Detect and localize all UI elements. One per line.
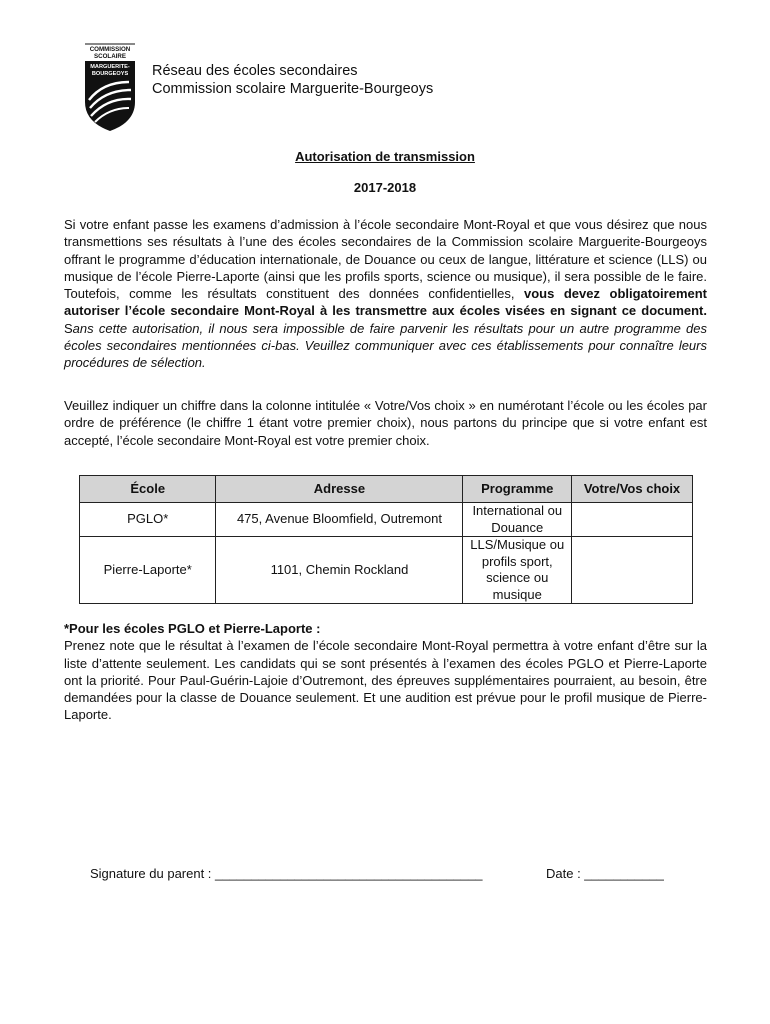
header-programme: Programme [463,476,572,503]
choice-input-pglo[interactable] [572,503,693,537]
date-line[interactable]: Date : ___________ [546,866,664,881]
svg-text:MARGUERITE-: MARGUERITE- [90,64,130,70]
header-adresse: Adresse [216,476,463,503]
intro-text: Si votre enfant passe les examens d’admission à l’école secondaire Mont-Royal et que vous désirez que nous transmettions ses résultats à l’une des écoles secondaires de la Commission scolaire Marguerite-Bourgeoys offrant le programme d’éducation internationale, de Douance ou ceux de langue, littérature et science (LLS) ou musique de l’école Pierre-Laporte (ainsi que les profils sports, science ou musique), il sera possible de le faire. Toutefois, comme les résultats constituent des données confidentielles, [64,217,707,302]
choice-input-pierre-laporte[interactable] [572,537,693,604]
intro-bold-text: vous devez obligatoirement autoriser l’école secondaire Mont-Royal à les transmettre aux écoles visées en signant ce document. [64,286,708,319]
svg-text:BOURGEOYS: BOURGEOYS [91,71,129,77]
instructions-paragraph: Veuillez indiquer un chiffre dans la colonne intitulée « Votre/Vos choix » en numérotant l’école ou les écoles par ordre de préférence (le chiffre 1 étant votre premier choix), nous partons du principe que si votre enfant est accepté, l’école secondaire Mont-Royal est votre premier choix. [64,398,707,448]
note-heading: *Pour les écoles PGLO et Pierre-Laporte : [64,621,321,636]
table-header-row [80,476,693,503]
document-title: Autorisation de transmission [295,149,475,164]
commission-logo [81,42,139,132]
intro-italic-lead: S [64,320,73,336]
cell-adresse: 475, Avenue Bloomfield, Outremont [216,503,463,537]
cell-programme: LLS/Musique ou profils sport, science ou musique [463,537,572,604]
school-year: 2017-2018 [353,180,417,195]
parent-signature-line[interactable]: Signature du parent : _____________________________________ [90,866,483,881]
commission-name: Commission scolaire Marguerite-Bourgeoys [152,81,434,97]
network-name: Réseau des écoles secondaires [152,63,358,79]
svg-text:SCOLAIRE: SCOLAIRE [94,53,126,60]
svg-text:COMMISSION: COMMISSION [89,46,131,53]
cell-ecole: Pierre-Laporte* [80,537,216,604]
header-choix: Votre/Vos choix [572,476,693,503]
cell-adresse: 1101, Chemin Rockland [216,537,463,604]
schools-table [79,475,693,604]
table-row [80,537,693,604]
cell-ecole: PGLO* [80,503,216,537]
intro-paragraph [64,216,707,372]
table-row [80,503,693,537]
intro-italic-text: ans cette autorisation, il nous sera impossible de faire parvenir les résultats pour un autre programme des écoles secondaires mentionnées ci-bas. Veuillez communiquer avec ces établissements pour connaître leurs procédures de sélection. [64,320,707,371]
note-text: Prenez note que le résultat à l’examen de l’école secondaire Mont-Royal permettra à votre enfant d’être sur la liste d’attente seulement. Les candidats qui se sont présentés à l’examen des écoles PGLO et Pierre-Laporte ont la priorité. Pour Paul-Guérin-Lajoie d’Outremont, des épreuves supplémentaires pourraient, au besoin, être demandées pour la classe de Douance seulement. Et une audition est prévue pour le profil musique de Pierre-Laporte. [64,638,707,723]
cell-programme: International ou Douance [463,503,572,537]
note-paragraph [64,620,707,724]
header-ecole: École [80,476,216,503]
network-header [152,62,433,98]
